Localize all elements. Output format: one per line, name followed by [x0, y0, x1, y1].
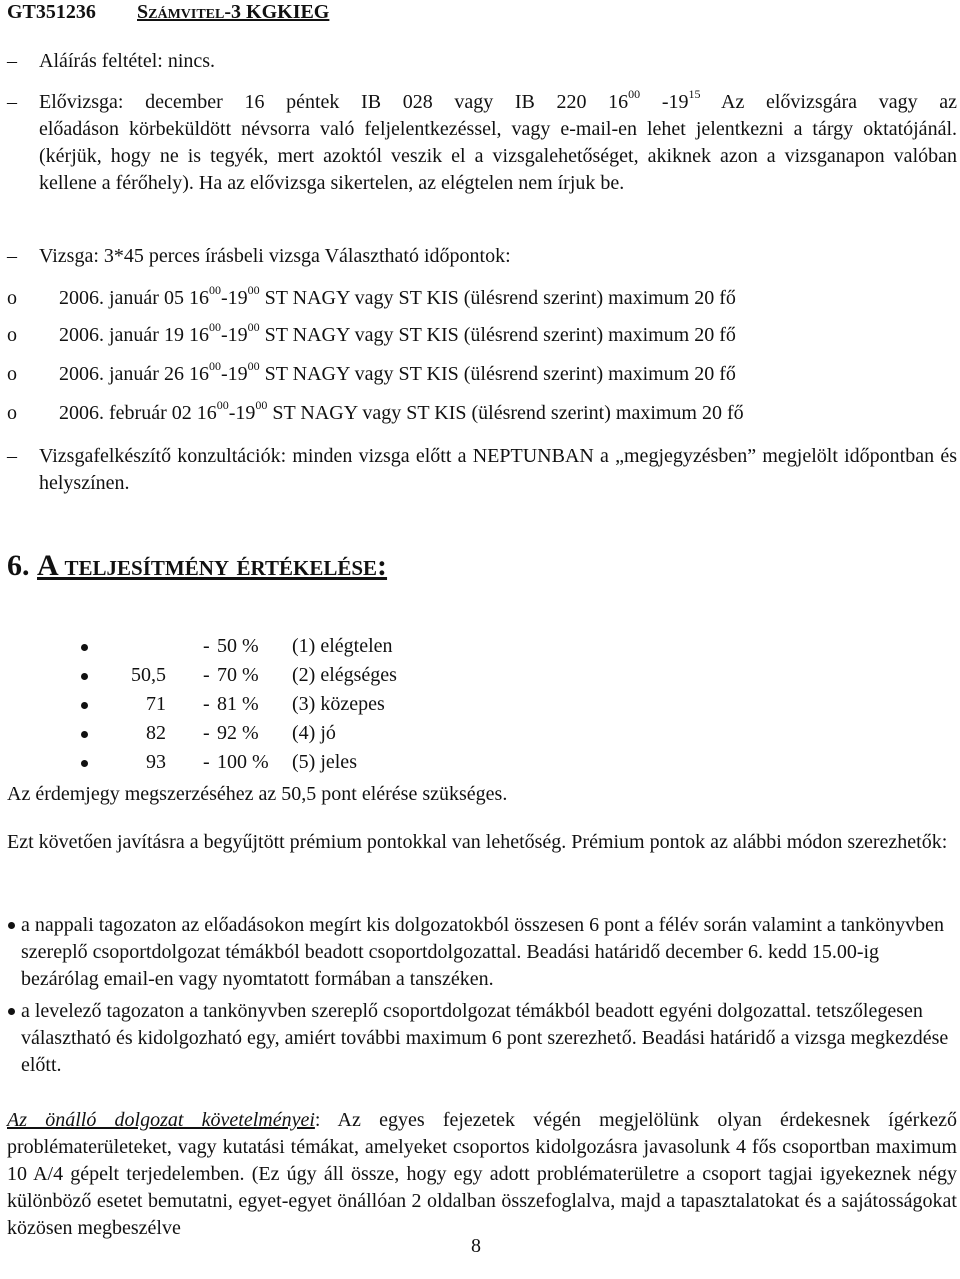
exam-date-item: o 2006. január 05 $16^{00}-19^{00}$ ST NAGY vagy ST KIS (ülésrend szerint) maximum 20 fő [7, 283, 736, 309]
pre-exam-rest: előadáson körbeküldött névsorra való feljelentkezéssel, vagy e-mail-en lehet jelentkezni a tárgy oktatójánál. (kérjük, hogy ne is tegyék, mert azoktól veszik el a vizsgalehetőséget, akiknek azon a vizsganapon valóban kellene a férőhely). Ha az elővizsga sikertelen, az elégtelen nem írjuk be. [39, 118, 957, 194]
premium-intro: Ezt követően javításra a begyűjtött prémium pontokkal van lehetőség. Prémium pontok az alábbi módon szerezhetők: [7, 831, 948, 853]
bullet-icon [81, 673, 88, 680]
list-item-text: Vizsga: 3*45 perces írásbeli vizsga Választható időpontok: [39, 245, 511, 267]
grade-row: 82 - 92 % (4) jó [7, 720, 507, 748]
dash-marker: – [7, 50, 17, 72]
course-code: GT351236 [7, 1, 96, 23]
bullet-icon [81, 731, 88, 738]
grade-note: Az érdemjegy megszerzéséhez az 50,5 pont elérése szükséges. [7, 783, 508, 805]
list-item-pre-exam [7, 89, 957, 197]
list-item-text: Vizsgafelkészítő konzultációk: minden vizsga előtt a NEPTUNBAN a „megjegyzésben” megjelölt időpontban és helyszínen. [39, 445, 957, 494]
course-title: Számvitel-3 KGKIEG [137, 1, 330, 23]
dash-marker: – [7, 245, 17, 267]
dash-marker: – [7, 91, 17, 113]
grade-row: 93 - 100 % (5) jeles [7, 749, 507, 777]
section-number: 6. [7, 549, 37, 582]
list-item-signature [7, 48, 957, 75]
dash-marker: – [7, 445, 17, 467]
list-item-text: Aláírás feltétel: nincs. [39, 50, 216, 72]
list-item-consultations [7, 443, 957, 497]
section-title: A teljesítmény értékelése: [37, 549, 388, 582]
bullet-icon [81, 644, 88, 651]
exam-date-item: o 2006. február 02 $16^{00}-19^{00}$ ST NAGY vagy ST KIS (ülésrend szerint) maximum 20 fő [7, 398, 744, 424]
grade-row: 50,5 - 70 % (2) elégséges [7, 662, 507, 690]
bullet-icon [81, 760, 88, 767]
exam-date-item: o 2006. január 26 $16^{00}-19^{00}$ ST NAGY vagy ST KIS (ülésrend szerint) maximum 20 fő [7, 359, 736, 385]
page-number: 8 [471, 1235, 481, 1257]
bullet-icon [81, 702, 88, 709]
independent-work-label: Az önálló dolgozat követelményei [7, 1109, 315, 1131]
exam-date-item: o 2006. január 19 $16^{00}-19^{00}$ ST NAGY vagy ST KIS (ülésrend szerint) maximum 20 fő [7, 320, 736, 346]
grade-row: - 50 % (1) elégtelen [7, 633, 507, 661]
pre-exam-first-line: Elővizsga: december 16 péntek IB 028 vagy IB 220 $16^{00}$ $-19^{15}$ Az elővizsgára vagy az [39, 87, 957, 113]
premium-bullet: a levelező tagozaton a tankönyvben szereplő csoportdolgozat témákból beadott egyéni dolgozattal. tetszőlegesen választható és kidolgozható egy, amiért további maximum 6 pont szerezhető. Beadási határidő a vizsga megkezdése előtt. [7, 998, 957, 1079]
premium-bullet: a nappali tagozaton az előadásokon megírt kis dolgozatokból összesen 6 pont a félév során valamint a tankönyvben szereplő csoportdolgozat témákból beadott csoportdolgozattal. Beadási határidő december 6. kedd 15.00-ig bezárólag email-en vagy nyomtatott formában a tanszéken. [7, 912, 957, 993]
list-item-exam [7, 243, 957, 270]
section-heading [7, 548, 387, 584]
page-header [7, 0, 329, 24]
list-item-text [39, 89, 957, 197]
bullet-icon [8, 1008, 15, 1015]
bullet-icon [8, 922, 15, 929]
grade-row: 71 - 81 % (3) közepes [7, 691, 507, 719]
independent-work-paragraph: Az önálló dolgozat követelményei: Az egyes fejezetek végén megjelölünk olyan érdekesnek ígérkező problématerületeket, vagy kutatási témákat, amelyeket csoportos kidolgozásra javasolunk 4 fős csoportban maximum 10 A/4 gépelt terjedelemben. (Ez úgy áll össze, hogy egy adott problématerületre a csoport tagjai igyekeznek négy különböző esetet bemutatni, egyet-egyet önállóan 2 oldalban összefoglalva, majd a tapasztalatokat és a sajátosságokat közösen megbeszélve [7, 1109, 957, 1239]
